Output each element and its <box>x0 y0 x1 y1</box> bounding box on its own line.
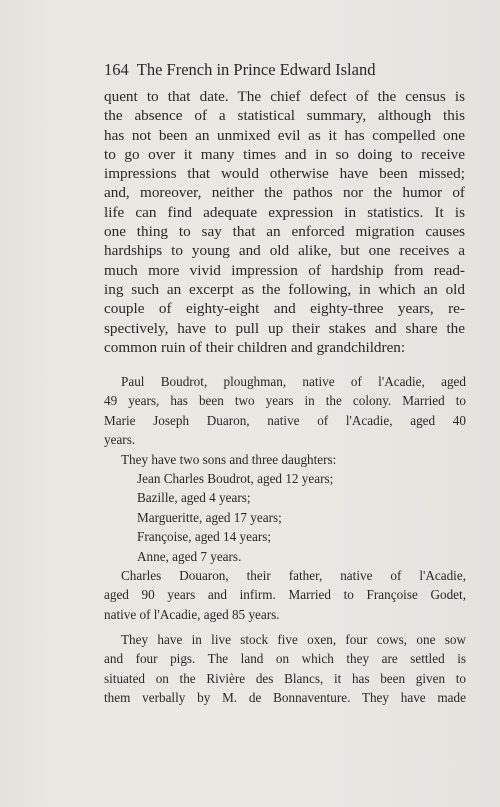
text-line: ing such an excerpt as the following, in which an old <box>104 280 465 298</box>
list-item: Jean Charles Boudrot, aged 12 years; <box>137 470 334 486</box>
text-line: hardships to young and old alike, but one receives a <box>104 242 465 260</box>
text-line: couple of eighty-eight and eighty-three years, re- <box>104 300 465 318</box>
text-line: and, moreover, neither the pathos nor the humor of <box>104 184 465 202</box>
text-line: them verbally by M. de Bonnaventure. They have made <box>104 690 466 706</box>
text-line: years. <box>104 432 136 448</box>
children-list <box>104 469 466 566</box>
main-paragraph <box>104 87 465 357</box>
text-line: situated on the Rivière des Blancs, it has been given to <box>104 670 466 686</box>
text-line: aged 90 years and infirm. Married to Françoise Godet, <box>104 587 466 603</box>
census-extract <box>104 372 466 708</box>
list-item: Anne, aged 7 years. <box>137 548 242 564</box>
text-line: has not been an unmixed evil as it has compelled one <box>104 126 465 144</box>
text-line: much more vivid impression of hardship from read- <box>104 261 465 279</box>
text-line: They have in live stock five oxen, four cows, one sow <box>121 632 466 648</box>
text-line: Paul Boudrot, ploughman, native of l'Acadie, aged <box>121 374 466 389</box>
text-line: quent to that date. The chief defect of the census is <box>104 88 465 105</box>
list-item: Margueritte, aged 17 years; <box>137 509 282 525</box>
text-line: life can find adequate expression in statistics. It is <box>104 203 465 221</box>
list-item: Bazille, aged 4 years; <box>137 490 251 506</box>
text-line: Charles Douaron, their father, native of l'Acadie, <box>121 567 466 583</box>
text-line: 49 years, has been two years in the colony. Married to <box>104 393 466 409</box>
text-line: to go over it many times and in so doing to receive <box>104 145 465 163</box>
page-number: 164 <box>104 60 129 79</box>
text-line: and four pigs. The land on which they are settled is <box>104 651 466 667</box>
children-intro: They have two sons and three daughters: <box>121 451 337 467</box>
extract-paragraph-household <box>104 372 466 450</box>
running-header <box>104 59 422 81</box>
text-line: Marie Joseph Duaron, native of l'Acadie, aged 40 <box>104 412 466 428</box>
text-line: common ruin of their children and grandchildren: <box>104 338 406 356</box>
list-item: Françoise, aged 14 years; <box>137 529 272 545</box>
text-line: impressions that would otherwise have been missed; <box>104 165 465 183</box>
extract-paragraph-livestock <box>104 630 466 708</box>
text-line: one thing to say that an enforced migration causes <box>104 223 465 241</box>
text-line: the absence of a statistical summary, although this <box>104 107 465 125</box>
text-line: spectively, have to pull up their stakes and share the <box>104 319 465 337</box>
text-line: native of l'Acadie, aged 85 years. <box>104 606 280 622</box>
extract-paragraph-parents <box>104 566 466 624</box>
running-title: The French in Prince Edward Island <box>136 60 376 79</box>
